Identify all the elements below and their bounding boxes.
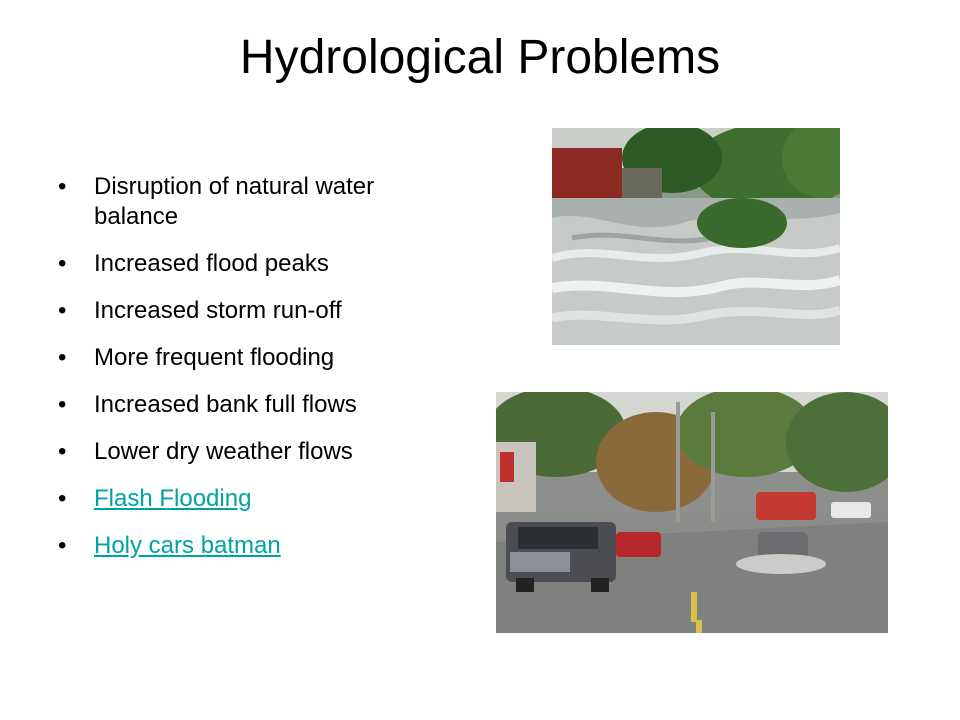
bullet-dot: • xyxy=(58,438,67,465)
bullet-dot: • xyxy=(58,532,67,559)
bullet-dot: • xyxy=(58,344,67,371)
bullet-dot: • xyxy=(58,485,67,512)
bullet-item xyxy=(58,343,478,373)
bullet-item xyxy=(58,249,478,279)
flash-flooding-link[interactable]: Flash Flooding xyxy=(94,485,252,512)
bullet-dot: • xyxy=(58,250,67,277)
bullet-text: Disruption of natural water balance xyxy=(94,173,375,230)
bullet-text: Lower dry weather flows xyxy=(94,438,353,465)
bullet-item xyxy=(58,390,478,420)
bullet-dot: • xyxy=(58,297,67,324)
bullet-item xyxy=(58,296,478,326)
flooded-street-photo xyxy=(496,392,888,633)
flood-river-photo xyxy=(552,128,840,345)
bullet-dot: • xyxy=(58,391,67,418)
bullet-text: Increased storm run-off xyxy=(94,297,342,324)
bullet-item xyxy=(58,172,478,232)
bullet-item xyxy=(58,484,478,514)
bullet-text: Increased flood peaks xyxy=(94,250,329,277)
bullet-text: Increased bank full flows xyxy=(94,391,357,418)
bullet-text: More frequent flooding xyxy=(94,344,335,371)
bullet-item xyxy=(58,531,478,561)
bullet-list xyxy=(58,172,478,578)
slide-title: Hydrological Problems xyxy=(239,31,721,84)
bullet-dot: • xyxy=(58,173,67,200)
holy-cars-batman-link[interactable]: Holy cars batman xyxy=(94,532,281,559)
bullet-item xyxy=(58,437,478,467)
